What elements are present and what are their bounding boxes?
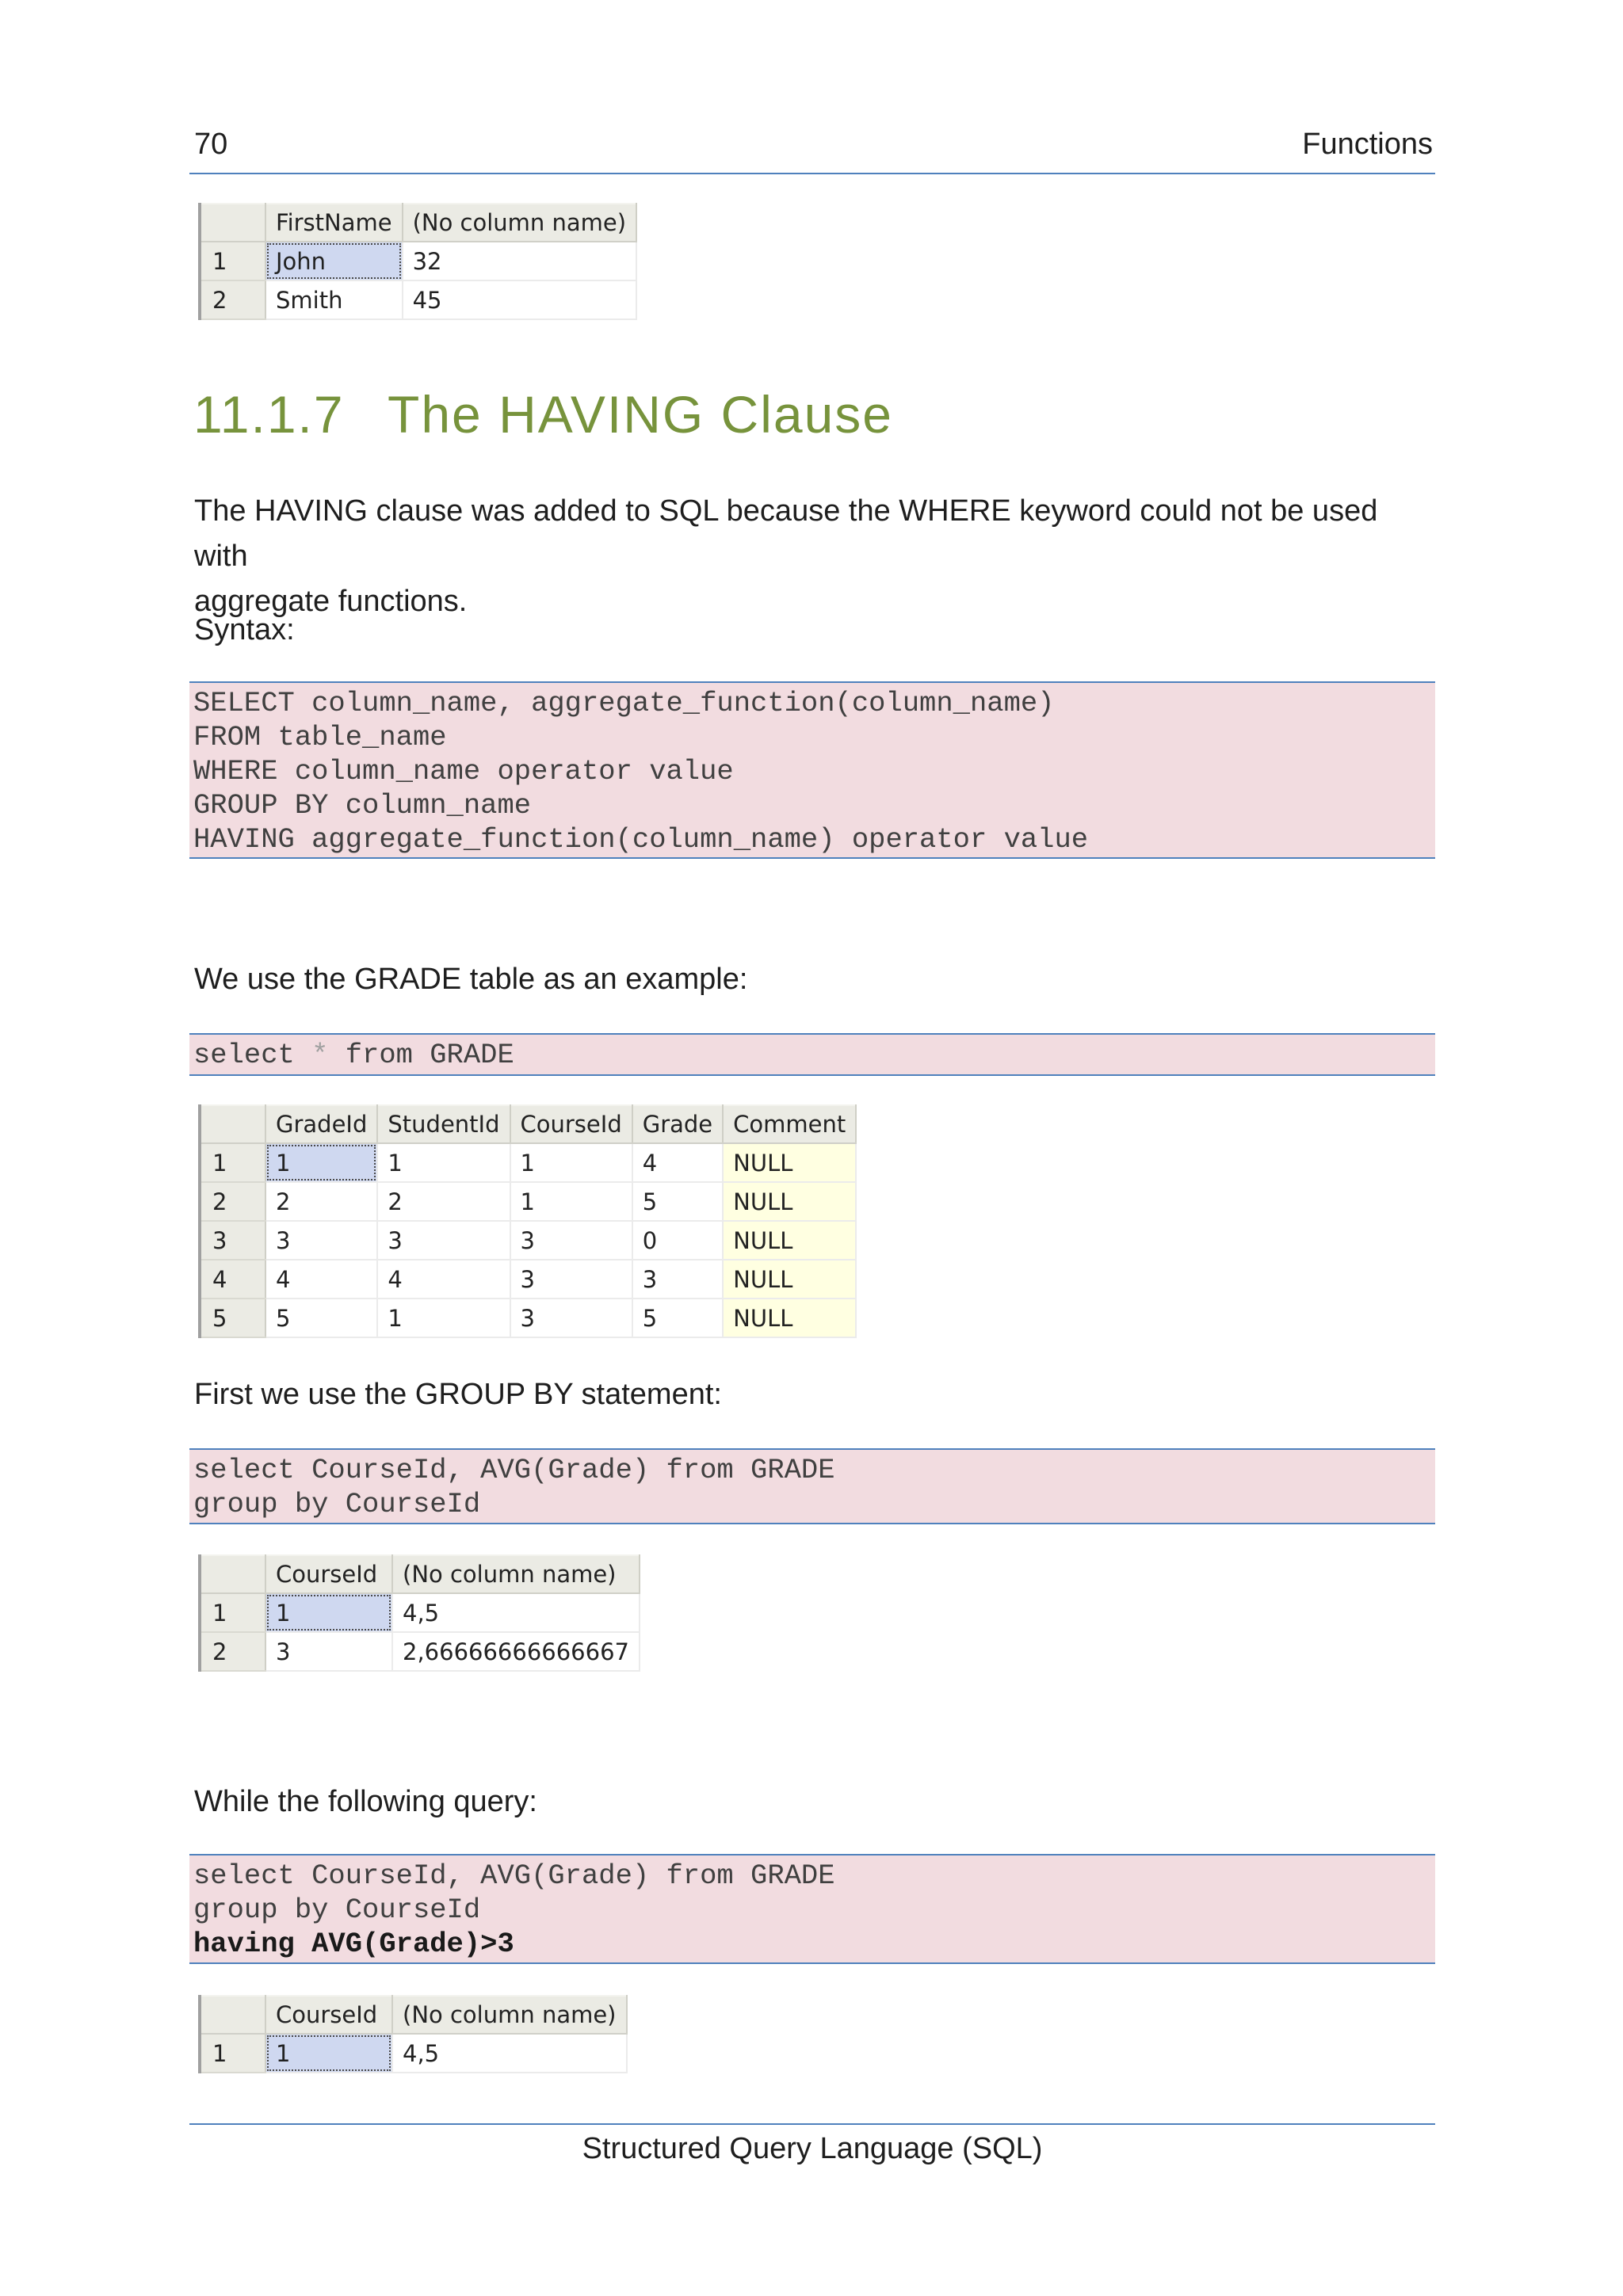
code-line: select CourseId, AVG(Grade) from GRADE (193, 1454, 835, 1486)
table-row (201, 1221, 856, 1260)
grid-cell[interactable]: 3 (377, 1221, 510, 1260)
column-header[interactable]: Grade (632, 1105, 723, 1143)
grid-cell[interactable]: NULL (723, 1182, 856, 1221)
section-heading (193, 379, 893, 450)
code-line-having: having AVG(Grade)>3 (193, 1928, 514, 1960)
column-header[interactable]: (No column name) (392, 1996, 627, 2034)
grid-cell[interactable]: 3 (265, 1221, 377, 1260)
code-fragment: select (193, 1039, 312, 1071)
grid-cell[interactable]: NULL (723, 1299, 856, 1337)
page-number: 70 (194, 128, 228, 161)
code-fragment: * (311, 1039, 329, 1071)
row-number[interactable]: 1 (201, 242, 265, 280)
column-header[interactable]: Comment (723, 1105, 856, 1143)
table-row (201, 1182, 856, 1221)
section-number: 11.1.7 (193, 385, 345, 444)
code-line: SELECT column_name, aggregate_function(column_name) (193, 687, 1055, 719)
grid-cell[interactable]: 3 (632, 1260, 723, 1299)
grid-cell[interactable]: 4,5 (392, 1593, 640, 1632)
grid-cell[interactable]: NULL (723, 1221, 856, 1260)
grid-cell[interactable]: 1 (265, 2034, 392, 2073)
grid-cell[interactable]: 5 (632, 1299, 723, 1337)
grid-corner (201, 1555, 265, 1593)
grid-cell[interactable]: 4,5 (392, 2034, 627, 2073)
grid-cell[interactable]: 5 (632, 1182, 723, 1221)
grid-cell[interactable]: NULL (723, 1260, 856, 1299)
grid-cell[interactable]: 45 (403, 280, 637, 319)
code-line: group by CourseId (193, 1488, 481, 1520)
row-number[interactable]: 2 (201, 1632, 265, 1671)
row-number[interactable]: 1 (201, 1593, 265, 1632)
grid-cell[interactable]: 32 (403, 242, 637, 280)
row-number[interactable]: 2 (201, 1182, 265, 1221)
footer-rule (189, 2123, 1435, 2125)
table-row (201, 280, 636, 319)
result-grid-having (198, 1995, 628, 2073)
code-fragment: from GRADE (328, 1039, 514, 1071)
grid-cell[interactable]: Smith (265, 280, 403, 319)
row-number[interactable]: 5 (201, 1299, 265, 1337)
table-row (201, 1632, 640, 1671)
row-number[interactable]: 4 (201, 1260, 265, 1299)
grid-cell[interactable]: NULL (723, 1143, 856, 1182)
code-line: HAVING aggregate_function(column_name) operator value (193, 823, 1089, 856)
grid-cell[interactable]: 1 (377, 1143, 510, 1182)
grid-cell[interactable]: 4 (265, 1260, 377, 1299)
following-query-text: While the following query: (194, 1785, 537, 1818)
column-header[interactable]: CourseId (265, 1996, 392, 2034)
column-header[interactable]: CourseId (510, 1105, 632, 1143)
table-row (201, 2034, 627, 2073)
column-header[interactable]: CourseId (265, 1555, 392, 1593)
grid-cell[interactable]: 3 (510, 1221, 632, 1260)
grid-cell[interactable]: 3 (265, 1632, 392, 1671)
group-by-text: First we use the GROUP BY statement: (194, 1378, 722, 1411)
grid-cell[interactable]: 4 (632, 1143, 723, 1182)
chapter-title: Functions (1302, 128, 1433, 161)
section-title: The HAVING Clause (388, 385, 893, 444)
code-line: FROM table_name (193, 721, 447, 753)
result-grid-firstname (198, 203, 637, 320)
grid-cell[interactable]: 2 (265, 1182, 377, 1221)
code-block-having (189, 1854, 1435, 1964)
column-header[interactable]: GradeId (265, 1105, 377, 1143)
intro-line: The HAVING clause was added to SQL because the WHERE keyword could not be used with (194, 494, 1378, 573)
grid-corner (201, 204, 265, 242)
table-row (201, 1260, 856, 1299)
code-line (193, 1038, 1435, 1072)
grid-cell[interactable]: 1 (265, 1593, 392, 1632)
grid-cell[interactable]: 1 (377, 1299, 510, 1337)
grid-cell[interactable]: 3 (510, 1299, 632, 1337)
result-grid-grade (198, 1104, 857, 1338)
row-number[interactable]: 2 (201, 280, 265, 319)
code-line: WHERE column_name operator value (193, 755, 734, 788)
result-grid-group-by (198, 1554, 640, 1672)
grade-example-text: We use the GRADE table as an example: (194, 963, 748, 996)
grid-cell[interactable]: 1 (510, 1143, 632, 1182)
grid-cell[interactable]: 1 (510, 1182, 632, 1221)
grid-cell[interactable]: 1 (265, 1143, 377, 1182)
footer-title: Structured Query Language (SQL) (582, 2132, 1043, 2165)
row-number[interactable]: 1 (201, 2034, 265, 2073)
row-number[interactable]: 3 (201, 1221, 265, 1260)
syntax-label: Syntax: (194, 613, 295, 646)
column-header[interactable]: (No column name) (392, 1555, 640, 1593)
code-block-group-by (189, 1448, 1435, 1524)
column-header[interactable]: StudentId (377, 1105, 510, 1143)
table-row (201, 242, 636, 280)
table-row (201, 1593, 640, 1632)
code-block-syntax (189, 681, 1435, 859)
column-header[interactable]: FirstName (265, 204, 403, 242)
table-row (201, 1143, 856, 1182)
row-number[interactable]: 1 (201, 1143, 265, 1182)
grid-cell[interactable]: 2,66666666666667 (392, 1632, 640, 1671)
intro-paragraph (194, 489, 1430, 624)
grid-cell[interactable]: 5 (265, 1299, 377, 1337)
column-header[interactable]: (No column name) (403, 204, 637, 242)
code-line: GROUP BY column_name (193, 789, 532, 822)
grid-corner (201, 1105, 265, 1143)
table-row (201, 1299, 856, 1337)
grid-cell[interactable]: 4 (377, 1260, 510, 1299)
code-block-select-grade (189, 1033, 1435, 1076)
code-line: group by CourseId (193, 1894, 481, 1926)
code-line: select CourseId, AVG(Grade) from GRADE (193, 1859, 835, 1892)
grid-corner (201, 1996, 265, 2034)
grid-cell[interactable]: 3 (510, 1260, 632, 1299)
intro-line: aggregate functions. (194, 585, 468, 618)
header-rule (189, 173, 1435, 174)
grid-cell[interactable]: 2 (377, 1182, 510, 1221)
grid-cell[interactable]: John (265, 242, 403, 280)
grid-cell[interactable]: 0 (632, 1221, 723, 1260)
